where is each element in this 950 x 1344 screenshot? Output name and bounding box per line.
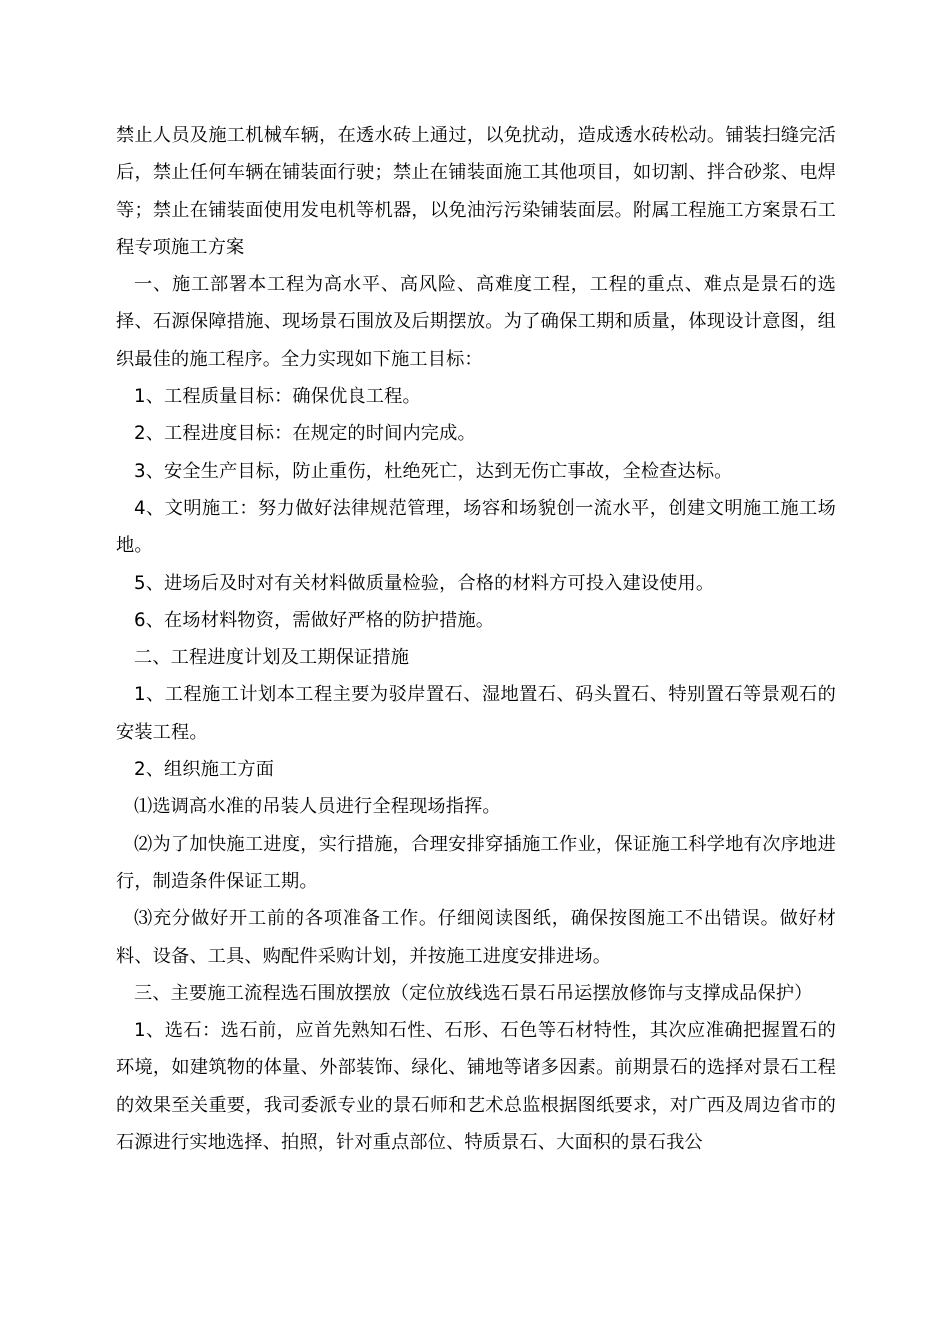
list-item: 4、文明施工：努力做好法律规范管理，场容和场貌创一流水平，创建文明施工施工场地。 (116, 497, 836, 557)
list-item: 1、工程质量目标：确保优良工程。 (134, 386, 421, 408)
list-item: 1、工程施工计划本工程主要为驳岸置石、湿地置石、码头置石、特别置石等景观石的安装工程。 (116, 684, 836, 743)
list-item: 2、组织施工方面 (134, 759, 275, 781)
list-item: ⑶充分做好开工前的各项准备工作。仔细阅读图纸，确保按图施工不出错误。做好材料、设备、工具、购配件采购计划，并按施工进度安排进场。 (116, 908, 836, 967)
list-item: 1、选石：选石前，应首先熟知石性、石形、石色等石材特性，其次应准确把握置石的环境，如建筑物的体量、外部装饰、绿化、铺地等诸多因素。前期景石的选择对景石工程的效果至关重要，我司委派专业的景石师和艺术总监根据图纸要求，对广西及周边省市的石源进行实地选择、拍照，针对重点部位、特质景石、大面积的景石我公 (116, 1020, 836, 1154)
paragraph: 一、施工部署本工程为高水平、高风险、高难度工程，工程的重点、难点是景石的选择、石源保障措施、现场景石围放及后期摆放。为了确保工期和质量，体现设计意图，组织最佳的施工程序。全力实现如下施工目标： (116, 274, 836, 370)
list-item: 5、进场后及时对有关材料做质量检验，合格的材料方可投入建设使用。 (134, 572, 715, 594)
list-item: ⑵为了加快施工进度，实行措施，合理安排穿插施工作业，保证施工科学地有次序地进行，制造条件保证工期。 (116, 833, 836, 892)
section-heading: 二、工程进度计划及工期保证措施 (134, 647, 410, 669)
document-body (116, 117, 836, 1161)
paragraph: 禁止人员及施工机械车辆，在透水砖上通过，以免扰动，造成透水砖松动。铺装扫缝完活后，禁止任何车辆在铺装面行驶；禁止在铺装面施工其他项目，如切割、拌合砂浆、电焊等；禁止在铺装面使用发电机等机器，以免油污污染铺装面层。附属工程施工方案景石工程专项施工方案 (116, 125, 836, 258)
list-item: 3、安全生产目标，防止重伤，杜绝死亡，达到无伤亡事故，全检查达标。 (134, 460, 733, 482)
list-item: 6、在场材料物资，需做好严格的防护措施。 (134, 609, 495, 631)
list-item: ⑴选调高水准的吊装人员进行全程现场指挥。 (134, 796, 501, 818)
section-heading: 三、主要施工流程选石围放摆放（定位放线选石景石吊运摆放修饰与支撑成品保护） (134, 982, 813, 1004)
list-item: 2、工程进度目标：在规定的时间内完成。 (134, 423, 476, 445)
